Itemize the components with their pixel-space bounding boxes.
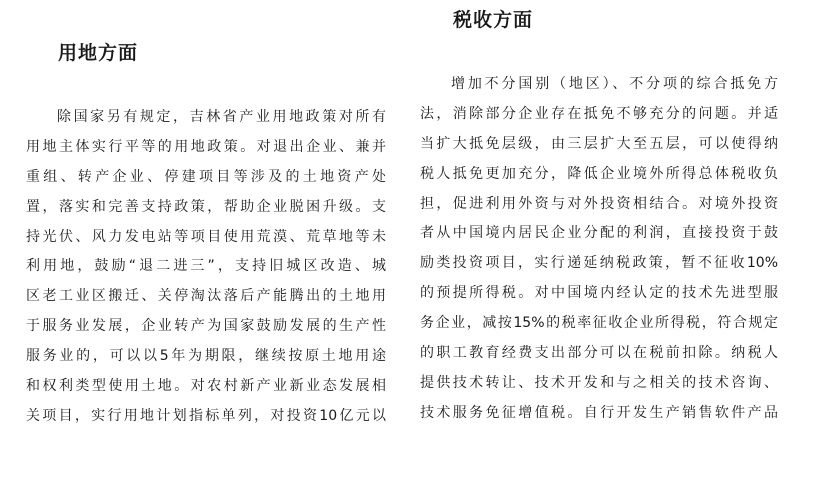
land-line-8: 于服务业发展，企业转产为国家鼓励发展的生产性 xyxy=(26,318,386,335)
land-line-6: 利用地，鼓励“退二进三”，支持旧城区改造、城 xyxy=(26,258,386,275)
tax-line-9: 务企业，减按15%的税率征收企业所得税，符合规定 xyxy=(420,315,778,332)
tax-line-11: 提供技术转让、技术开发和与之相关的技术咨询、 xyxy=(420,374,778,391)
tax-line-12: 技术服务免征增值税。自行开发生产销售软件产品 xyxy=(420,404,778,421)
land-line-1: 除国家另有规定，吉林省产业用地政策对所有 xyxy=(57,109,386,125)
tax-section-body xyxy=(420,70,778,429)
tax-line-5: 担，促进利用外资与对外投资相结合。对境外投资 xyxy=(420,195,778,212)
land-line-9: 服务业的，可以以5年为期限，继续按原土地用途 xyxy=(26,348,386,365)
tax-line-10: 的职工教育经费支出部分可以在税前扣除。纳税人 xyxy=(420,345,778,362)
land-line-3: 重组、转产企业、停建项目等涉及的土地资产处 xyxy=(26,168,386,185)
tax-line-3: 当扩大抵免层级，由三层扩大至五层，可以使得纳 xyxy=(420,135,778,152)
tax-section-heading: 税收方面 xyxy=(453,9,534,31)
land-section-heading: 用地方面 xyxy=(58,42,139,64)
land-line-4: 置，落实和完善支持政策，帮助企业脱困升级。支 xyxy=(26,198,386,215)
tax-line-8: 的预提所得税。对中国境内经认定的技术先进型服 xyxy=(420,285,778,302)
tax-line-7: 励类投资项目，实行递延纳税政策，暂不征收10% xyxy=(420,255,778,272)
land-line-7: 区老工业区搬迁、关停淘汰落后产能腾出的土地用 xyxy=(26,288,386,305)
tax-line-4: 税人抵免更加充分，降低企业境外所得总体税收负 xyxy=(420,165,778,182)
land-section-body xyxy=(26,103,386,432)
tax-line-2: 法，消除部分企业存在抵免不够充分的问题。并适 xyxy=(420,105,778,122)
tax-line-1: 增加不分国别（地区）、不分项的综合抵免方 xyxy=(451,76,778,92)
tax-line-6: 者从中国境内居民企业分配的利润，直接投资于鼓 xyxy=(420,225,778,242)
land-line-2: 用地主体实行平等的用地政策。对退出企业、兼并 xyxy=(26,138,386,155)
land-line-10: 和权利类型使用土地。对农村新产业新业态发展相 xyxy=(26,378,386,395)
land-line-11: 关项目，实行用地计划指标单列，对投资10亿元以 xyxy=(26,407,386,424)
land-line-5: 持光伏、风力发电站等项目使用荒漠、荒草地等未 xyxy=(26,228,386,245)
